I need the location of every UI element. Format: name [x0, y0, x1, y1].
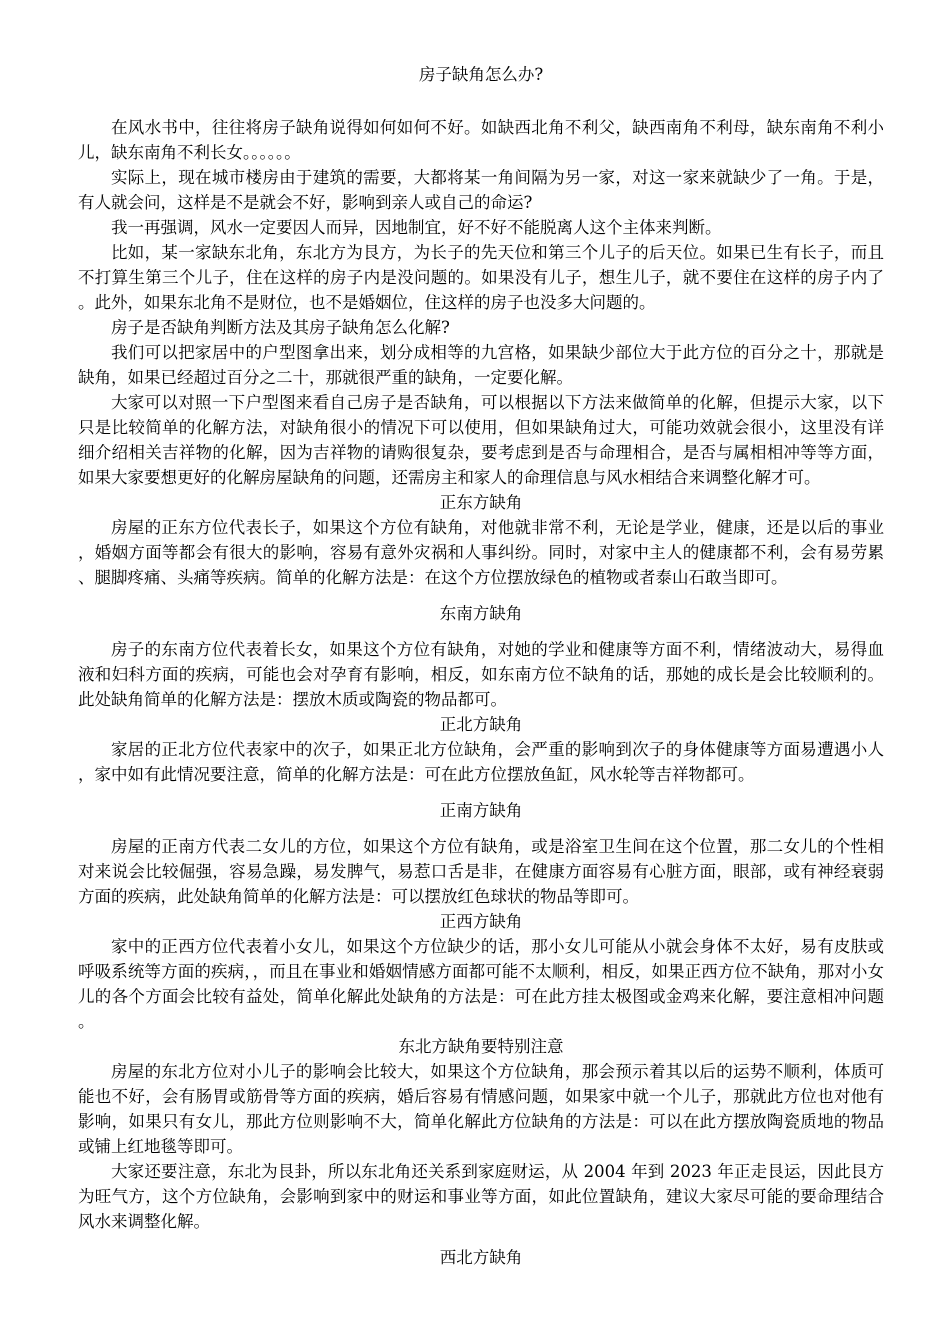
paragraph: 房屋的正东方位代表长子，如果这个方位有缺角，对他就非常不利，无论是学业，健康，还是以后的事业，婚姻方面等都会有很大的影响，容易有意外灾祸和人事纠纷。同时，对家中主人的健康都不利，会有易劳累、腿脚疼痛、头痛等疾病。简单的化解方法是：在这个方位摆放绿色的植物或者泰山石敢当即可。 — [78, 518, 884, 587]
paragraph: 房子的东南方位代表着长女，如果这个方位有缺角，对她的学业和健康等方面不利，情绪波动大，易得血液和妇科方面的疾病，可能也会对孕育有影响，相反，如东南方位不缺角的话，那她的成长是会比较顺利的。此处缺角简单的化解方法是：摆放木质或陶瓷的物品都可。 — [78, 640, 884, 709]
paragraph: 房屋的正南方代表二女儿的方位，如果这个方位有缺角，或是浴室卫生间在这个位置，那二女儿的个性相对来说会比较倔强，容易急躁，易发脾气，易惹口舌是非，在健康方面容易有心脏方面，眼部，或有神经衰弱方面的疾病，此处缺角简单的化解方法是：可以摆放红色球状的物品等即可。 — [78, 837, 884, 906]
paragraph: 家居的正北方位代表家中的次子，如果正北方位缺角，会严重的影响到次子的身体健康等方面易遭遇小人，家中如有此情况要注意，简单的化解方法是：可在此方位摆放鱼缸，风水轮等吉祥物都可。 — [78, 740, 884, 784]
paragraph: 大家还要注意，东北为艮卦，所以东北角还关系到家庭财运，从 2004 年到 2023 年正走艮运，因此艮方为旺气方，这个方位缺角，会影响到家中的财运和事业等方面，如此位置缺角，建议大家尽可能的要命理结合风水来调整化解。 — [78, 1162, 884, 1231]
paragraph: 大家可以对照一下户型图来看自己房子是否缺角，可以根据以下方法来做简单的化解，但提示大家，以下只是比较简单的化解方法，对缺角很小的情况下可以使用，但如果缺角过大，可能功效就会很小，这里没有详细介绍相关吉祥物的化解，因为吉祥物的请购很复杂，要考虑到是否与命理相合，是否与属相相冲等等方面，如果大家要想更好的化解房屋缺角的问题，还需房主和家人的命理信息与风水相结合来调整化解才可。 — [78, 393, 884, 487]
paragraph: 实际上，现在城市楼房由于建筑的需要，大都将某一角间隔为另一家，对这一家来就缺少了一角。于是，有人就会问，这样是不是就会不好，影响到亲人或自己的命运? — [78, 168, 884, 212]
section-heading: 东南方缺角 — [439, 604, 523, 623]
document-body — [78, 115, 884, 1270]
paragraph: 比如，某一家缺东北角，东北方为艮方，为长子的先天位和第三个儿子的后天位。如果已生有长子，而且不打算生第三个儿子，住在这样的房子内是没问题的。如果没有儿子，想生儿子，就不要住在这样的房子内了。此外，如果东北角不是财位，也不是婚姻位，住这样的房子也没多大问题的。 — [78, 243, 884, 312]
paragraph: 我们可以把家居中的户型图拿出来，划分成相等的九宫格，如果缺少部位大于此方位的百分之十，那就是缺角，如果已经超过百分之二十，那就很严重的缺角，一定要化解。 — [78, 343, 884, 387]
document-title: 房子缺角怎么办? — [418, 65, 544, 84]
section-heading: 正北方缺角 — [439, 715, 523, 734]
document-page — [78, 62, 884, 1270]
paragraph: 房屋的东北方位对小儿子的影响会比较大，如果这个方位缺角，那会预示着其以后的运势不顺利，体质可能也不好，会有肠胃或筋骨等方面的疾病，婚后容易有情感问题，如果家中就一个儿子，那就此方位也对他有影响，如果只有女儿，那此方位则影响不大，简单化解此方位缺角的方法是：可以在此方摆放陶瓷质地的物品或铺上红地毯等即可。 — [78, 1062, 884, 1156]
section-heading: 东北方缺角要特别注意 — [398, 1037, 564, 1056]
section-heading: 正西方缺角 — [439, 912, 523, 931]
paragraph: 房子是否缺角判断方法及其房子缺角怎么化解? — [111, 318, 450, 337]
section-heading: 正东方缺角 — [439, 493, 523, 512]
paragraph: 在风水书中，往往将房子缺角说得如何如何不好。如缺西北角不利父，缺西南角不利母，缺东南角不利小儿，缺东南角不利长女。。。。。。 — [78, 118, 884, 162]
section-heading: 正南方缺角 — [439, 801, 523, 820]
paragraph: 我一再强调，风水一定要因人而异，因地制宜，好不好不能脱离人这个主体来判断。 — [111, 218, 722, 237]
paragraph: 家中的正西方位代表着小女儿，如果这个方位缺少的话，那小女儿可能从小就会身体不太好，易有皮肤或呼吸系统等方面的疾病，，而且在事业和婚姻情感方面都可能不太顺利，相反，如果正西方位不缺角，那对小女儿的各个方面会比较有益处，简单化解此处缺角的方法是：可在此方挂太极图或金鸡来化解，要注意相冲问题。 — [78, 937, 884, 1031]
section-heading: 西北方缺角 — [439, 1248, 523, 1267]
